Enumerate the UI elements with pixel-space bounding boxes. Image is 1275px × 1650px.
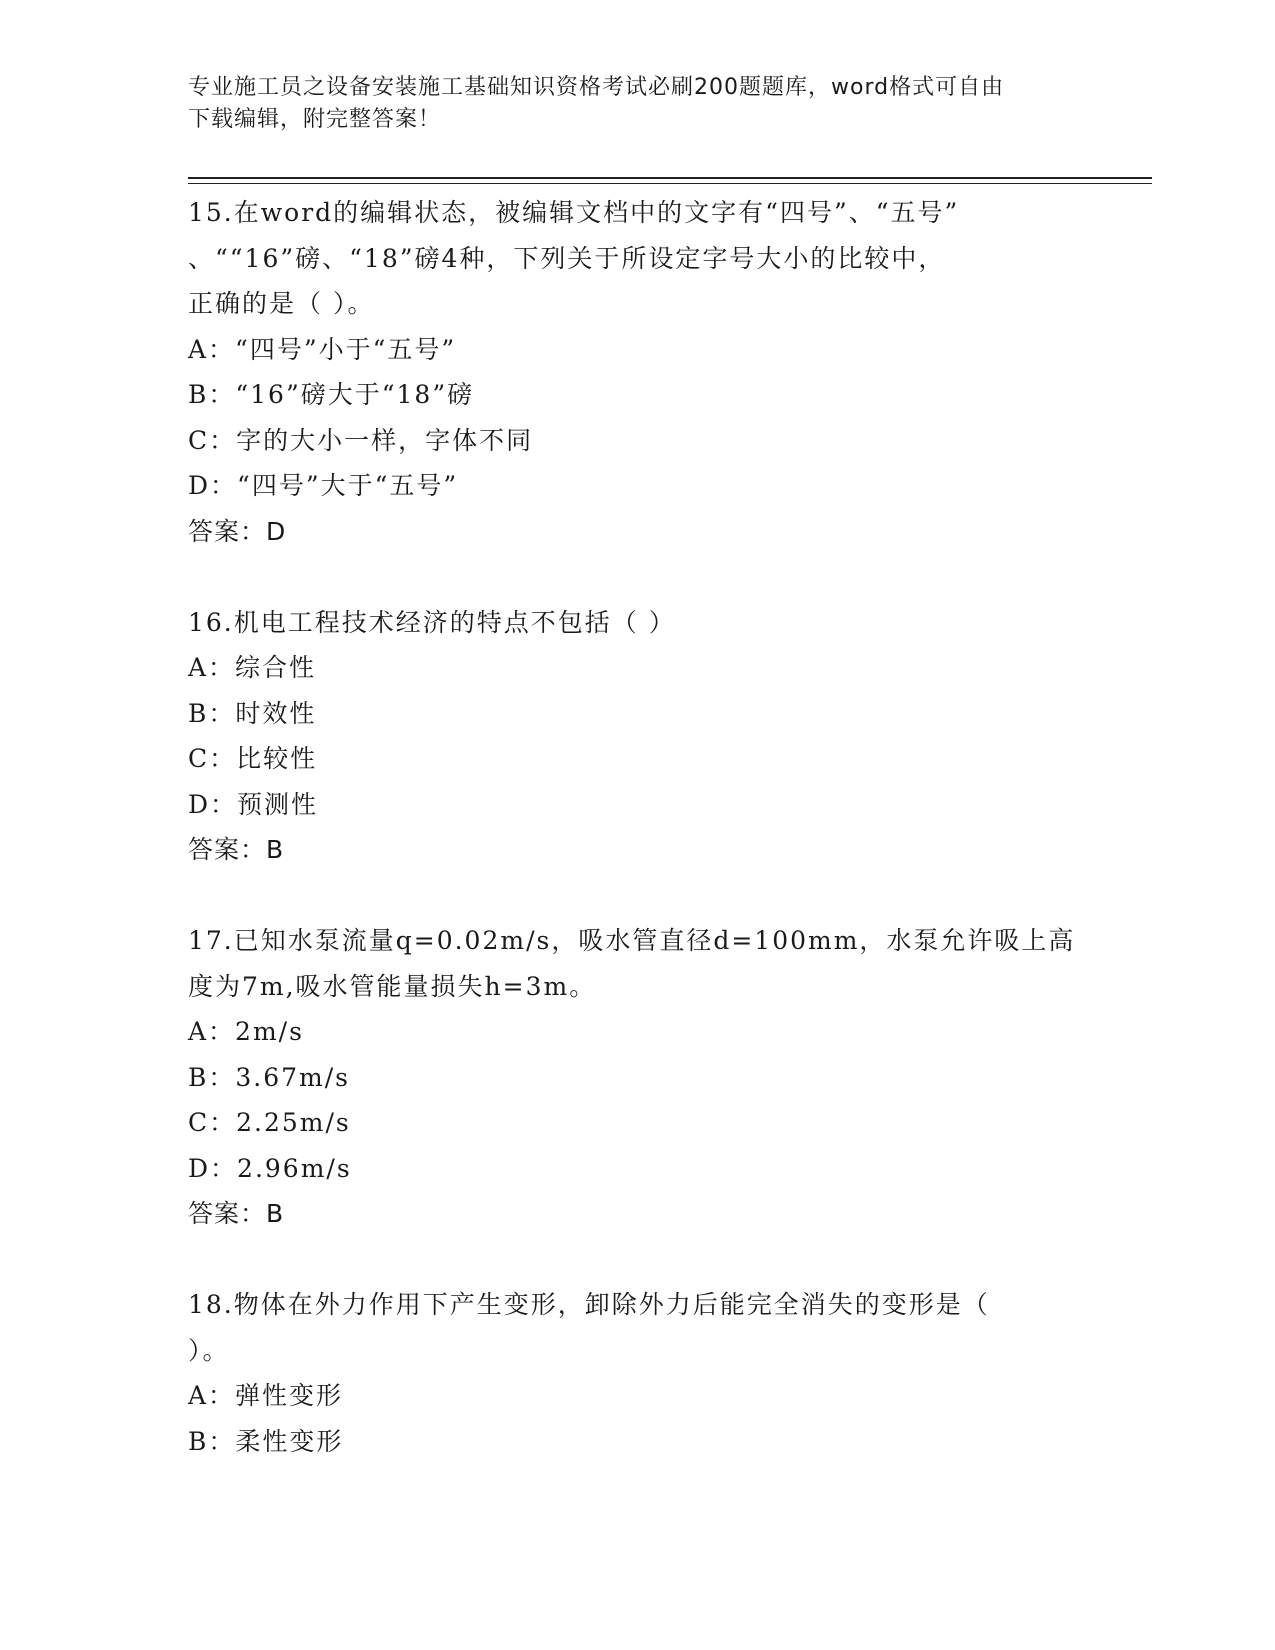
option-d: D：预测性 — [188, 789, 319, 819]
option-b: B：“16”磅大于“18”磅 — [188, 380, 475, 409]
document-header — [188, 72, 1068, 136]
question-stem-line: 正确的是（ ）。 — [188, 289, 375, 318]
question-stem-line: 度为7m,吸水管能量损失h=3m。 — [188, 971, 597, 1001]
option-d: D：2.96m/s — [188, 1153, 352, 1183]
question-stem-line: 18.物体在外力作用下产生变形，卸除外力后能完全消失的变形是（ — [188, 1290, 990, 1319]
option-a: A：弹性变形 — [188, 1381, 344, 1410]
option-a: A：2m/s — [188, 1017, 304, 1046]
answer-line: 答案：B — [188, 1199, 285, 1228]
question-stem-line: 16.机电工程技术经济的特点不包括（ ） — [188, 607, 676, 637]
question-16 — [188, 600, 1088, 873]
question-18 — [188, 1282, 1088, 1464]
question-stem-line: 17.已知水泵流量q=0.02m/s，吸水管直径d=100mm，水泵允许吸上高 — [188, 926, 1076, 955]
question-stem-line: ）。 — [188, 1335, 230, 1365]
header-line-2: 下载编辑，附完整答案！ — [188, 107, 442, 132]
question-17 — [188, 918, 1088, 1237]
option-a: A：“四号”小于“五号” — [188, 334, 457, 364]
header-rule-thick — [188, 177, 1152, 179]
answer-line: 答案：D — [188, 516, 287, 546]
option-b: B：时效性 — [188, 698, 317, 728]
option-c: C：字的大小一样，字体不同 — [188, 425, 534, 455]
option-c: C：比较性 — [188, 744, 318, 773]
header-line-1: 专业施工员之设备安装施工基础知识资格考试必刷200题题库，word格式可自由 — [188, 75, 1005, 100]
question-gap — [188, 1237, 1088, 1283]
question-15 — [188, 190, 1088, 554]
answer-line: 答案：B — [188, 835, 285, 864]
header-rule-thin — [188, 183, 1152, 184]
question-list — [188, 190, 1088, 1464]
option-c: C：2.25m/s — [188, 1108, 351, 1137]
question-gap — [188, 554, 1088, 600]
option-b: B：3.67m/s — [188, 1062, 350, 1092]
question-stem-line: 、““16”磅、“18”磅4种，下列关于所设定字号大小的比较中， — [188, 243, 946, 273]
question-stem-line: 15.在word的编辑状态，被编辑文档中的文字有“四号”、“五号” — [188, 198, 960, 227]
option-d: D：“四号”大于“五号” — [188, 471, 459, 500]
question-gap — [188, 873, 1088, 919]
option-a: A：综合性 — [188, 653, 317, 682]
option-b: B：柔性变形 — [188, 1426, 344, 1456]
